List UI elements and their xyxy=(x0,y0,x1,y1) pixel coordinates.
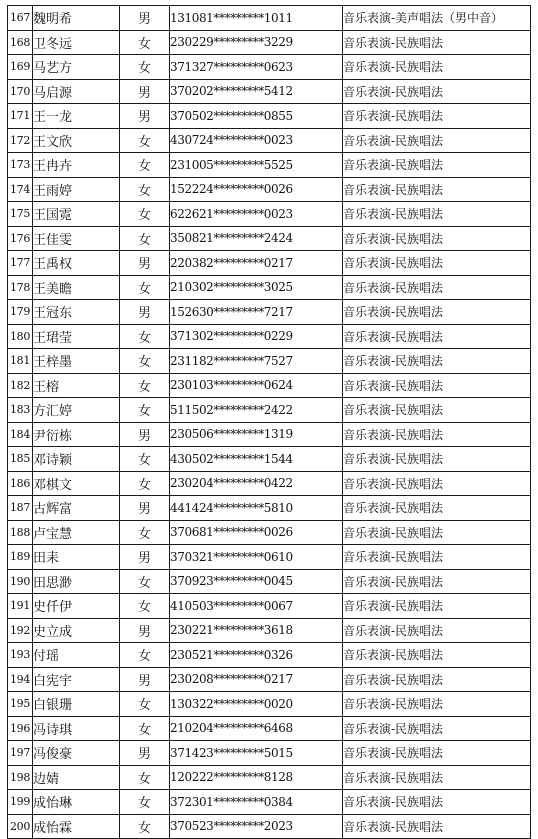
row-number: 197 xyxy=(8,741,33,766)
table-row xyxy=(8,814,531,839)
student-gender: 女 xyxy=(120,349,170,374)
row-number: 196 xyxy=(8,716,33,741)
student-gender: 男 xyxy=(120,6,170,31)
student-gender: 男 xyxy=(120,667,170,692)
masked-id-number: 371423*********5015 xyxy=(170,741,343,766)
student-name: 付瑶 xyxy=(33,643,120,668)
masked-id-number: 230103*********0624 xyxy=(170,373,343,398)
row-number: 181 xyxy=(8,349,33,374)
major-direction: 音乐表演-民族唱法 xyxy=(343,349,531,374)
row-number: 169 xyxy=(8,55,33,80)
student-gender: 女 xyxy=(120,814,170,839)
table-row xyxy=(8,716,531,741)
masked-id-number: 230506*********1319 xyxy=(170,422,343,447)
row-number: 192 xyxy=(8,618,33,643)
table-row xyxy=(8,373,531,398)
masked-id-number: 371327*********0623 xyxy=(170,55,343,80)
table-row xyxy=(8,324,531,349)
student-name: 卢宝慧 xyxy=(33,520,120,545)
masked-id-number: 230221*********3618 xyxy=(170,618,343,643)
student-gender: 女 xyxy=(120,153,170,178)
masked-id-number: 370681*********0026 xyxy=(170,520,343,545)
masked-id-number: 441424*********5810 xyxy=(170,496,343,521)
table-row xyxy=(8,496,531,521)
major-direction: 音乐表演-民族唱法 xyxy=(343,496,531,521)
student-gender: 男 xyxy=(120,741,170,766)
major-direction: 音乐表演-民族唱法 xyxy=(343,471,531,496)
table-row xyxy=(8,226,531,251)
row-number: 171 xyxy=(8,104,33,129)
student-name: 魏明希 xyxy=(33,6,120,31)
masked-id-number: 370321*********0610 xyxy=(170,545,343,570)
masked-id-number: 230229*********3229 xyxy=(170,30,343,55)
student-name: 卫冬远 xyxy=(33,30,120,55)
student-name: 白宪宇 xyxy=(33,667,120,692)
table-row xyxy=(8,545,531,570)
major-direction: 音乐表演-民族唱法 xyxy=(343,153,531,178)
major-direction: 音乐表演-民族唱法 xyxy=(343,545,531,570)
row-number: 200 xyxy=(8,814,33,839)
major-direction: 音乐表演-民族唱法 xyxy=(343,226,531,251)
student-gender: 女 xyxy=(120,692,170,717)
student-gender: 女 xyxy=(120,55,170,80)
student-name: 冯俊豪 xyxy=(33,741,120,766)
major-direction: 音乐表演-民族唱法 xyxy=(343,55,531,80)
student-name: 王珺莹 xyxy=(33,324,120,349)
table-row xyxy=(8,422,531,447)
student-name: 王佳雯 xyxy=(33,226,120,251)
student-name: 王一龙 xyxy=(33,104,120,129)
masked-id-number: 622621*********0023 xyxy=(170,202,343,227)
masked-id-number: 231182*********7527 xyxy=(170,349,343,374)
masked-id-number: 152224*********0026 xyxy=(170,177,343,202)
row-number: 183 xyxy=(8,398,33,423)
major-direction: 音乐表演-民族唱法 xyxy=(343,104,531,129)
student-gender: 女 xyxy=(120,373,170,398)
student-gender: 女 xyxy=(120,128,170,153)
row-number: 182 xyxy=(8,373,33,398)
student-gender: 男 xyxy=(120,545,170,570)
masked-id-number: 511502*********2422 xyxy=(170,398,343,423)
major-direction: 音乐表演-民族唱法 xyxy=(343,202,531,227)
table-row xyxy=(8,275,531,300)
roster-document xyxy=(7,5,530,836)
masked-id-number: 230208*********0217 xyxy=(170,667,343,692)
student-name: 王冉卉 xyxy=(33,153,120,178)
masked-id-number: 152630*********7217 xyxy=(170,300,343,325)
student-gender: 女 xyxy=(120,471,170,496)
masked-id-number: 231005*********5525 xyxy=(170,153,343,178)
major-direction: 音乐表演-民族唱法 xyxy=(343,275,531,300)
masked-id-number: 230521*********0326 xyxy=(170,643,343,668)
row-number: 167 xyxy=(8,6,33,31)
major-direction: 音乐表演-民族唱法 xyxy=(343,569,531,594)
table-row xyxy=(8,618,531,643)
student-name: 史仟伊 xyxy=(33,594,120,619)
major-direction: 音乐表演-美声唱法（男中音） xyxy=(343,6,531,31)
student-name: 田耒 xyxy=(33,545,120,570)
masked-id-number: 370923*********0045 xyxy=(170,569,343,594)
student-gender: 女 xyxy=(120,177,170,202)
table-row xyxy=(8,251,531,276)
roster-body xyxy=(8,6,531,839)
masked-id-number: 220382*********0217 xyxy=(170,251,343,276)
table-row xyxy=(8,104,531,129)
table-row xyxy=(8,79,531,104)
student-gender: 女 xyxy=(120,324,170,349)
admission-roster-table xyxy=(7,5,531,839)
masked-id-number: 372301*********0384 xyxy=(170,790,343,815)
masked-id-number: 430724*********0023 xyxy=(170,128,343,153)
row-number: 193 xyxy=(8,643,33,668)
student-gender: 女 xyxy=(120,30,170,55)
major-direction: 音乐表演-民族唱法 xyxy=(343,667,531,692)
table-row xyxy=(8,569,531,594)
student-gender: 女 xyxy=(120,716,170,741)
row-number: 198 xyxy=(8,765,33,790)
student-name: 王美瞻 xyxy=(33,275,120,300)
student-gender: 女 xyxy=(120,447,170,472)
masked-id-number: 230204*********0422 xyxy=(170,471,343,496)
student-gender: 女 xyxy=(120,643,170,668)
table-row xyxy=(8,471,531,496)
student-gender: 男 xyxy=(120,300,170,325)
table-row xyxy=(8,153,531,178)
row-number: 199 xyxy=(8,790,33,815)
table-row xyxy=(8,202,531,227)
table-row xyxy=(8,667,531,692)
student-gender: 女 xyxy=(120,520,170,545)
major-direction: 音乐表演-民族唱法 xyxy=(343,692,531,717)
masked-id-number: 210204*********6468 xyxy=(170,716,343,741)
major-direction: 音乐表演-民族唱法 xyxy=(343,716,531,741)
table-row xyxy=(8,741,531,766)
masked-id-number: 370202*********5412 xyxy=(170,79,343,104)
major-direction: 音乐表演-民族唱法 xyxy=(343,447,531,472)
major-direction: 音乐表演-民族唱法 xyxy=(343,30,531,55)
row-number: 172 xyxy=(8,128,33,153)
student-name: 田思渺 xyxy=(33,569,120,594)
table-row xyxy=(8,692,531,717)
major-direction: 音乐表演-民族唱法 xyxy=(343,790,531,815)
table-row xyxy=(8,447,531,472)
student-name: 王榕 xyxy=(33,373,120,398)
student-name: 成怡琳 xyxy=(33,790,120,815)
row-number: 188 xyxy=(8,520,33,545)
major-direction: 音乐表演-民族唱法 xyxy=(343,594,531,619)
masked-id-number: 370502*********0855 xyxy=(170,104,343,129)
major-direction: 音乐表演-民族唱法 xyxy=(343,520,531,545)
table-row xyxy=(8,349,531,374)
table-row xyxy=(8,6,531,31)
student-name: 邓棋文 xyxy=(33,471,120,496)
masked-id-number: 131081*********1011 xyxy=(170,6,343,31)
student-gender: 女 xyxy=(120,765,170,790)
student-name: 马艺方 xyxy=(33,55,120,80)
student-name: 边婧 xyxy=(33,765,120,790)
major-direction: 音乐表演-民族唱法 xyxy=(343,300,531,325)
student-name: 史立成 xyxy=(33,618,120,643)
table-row xyxy=(8,55,531,80)
student-name: 邓诗颖 xyxy=(33,447,120,472)
student-gender: 女 xyxy=(120,790,170,815)
major-direction: 音乐表演-民族唱法 xyxy=(343,177,531,202)
student-name: 王文欣 xyxy=(33,128,120,153)
student-gender: 女 xyxy=(120,398,170,423)
masked-id-number: 210302*********3025 xyxy=(170,275,343,300)
student-gender: 男 xyxy=(120,251,170,276)
masked-id-number: 370523*********2023 xyxy=(170,814,343,839)
student-name: 尹衍栋 xyxy=(33,422,120,447)
table-row xyxy=(8,30,531,55)
row-number: 195 xyxy=(8,692,33,717)
student-name: 古辉富 xyxy=(33,496,120,521)
row-number: 168 xyxy=(8,30,33,55)
student-name: 马启源 xyxy=(33,79,120,104)
student-name: 方汇婷 xyxy=(33,398,120,423)
row-number: 180 xyxy=(8,324,33,349)
row-number: 186 xyxy=(8,471,33,496)
student-gender: 女 xyxy=(120,594,170,619)
student-name: 王冠东 xyxy=(33,300,120,325)
table-row xyxy=(8,128,531,153)
table-row xyxy=(8,643,531,668)
table-row xyxy=(8,398,531,423)
row-number: 173 xyxy=(8,153,33,178)
row-number: 174 xyxy=(8,177,33,202)
masked-id-number: 410503*********0067 xyxy=(170,594,343,619)
table-row xyxy=(8,594,531,619)
table-row xyxy=(8,790,531,815)
student-name: 成怡霖 xyxy=(33,814,120,839)
row-number: 170 xyxy=(8,79,33,104)
student-gender: 女 xyxy=(120,275,170,300)
major-direction: 音乐表演-民族唱法 xyxy=(343,79,531,104)
student-gender: 男 xyxy=(120,104,170,129)
masked-id-number: 371302*********0229 xyxy=(170,324,343,349)
major-direction: 音乐表演-民族唱法 xyxy=(343,618,531,643)
major-direction: 音乐表演-民族唱法 xyxy=(343,422,531,447)
table-row xyxy=(8,765,531,790)
row-number: 175 xyxy=(8,202,33,227)
row-number: 177 xyxy=(8,251,33,276)
student-name: 王国霓 xyxy=(33,202,120,227)
major-direction: 音乐表演-民族唱法 xyxy=(343,324,531,349)
row-number: 189 xyxy=(8,545,33,570)
row-number: 179 xyxy=(8,300,33,325)
row-number: 187 xyxy=(8,496,33,521)
row-number: 184 xyxy=(8,422,33,447)
student-name: 王雨婷 xyxy=(33,177,120,202)
masked-id-number: 350821*********2424 xyxy=(170,226,343,251)
row-number: 190 xyxy=(8,569,33,594)
student-name: 白银珊 xyxy=(33,692,120,717)
student-name: 王梓墨 xyxy=(33,349,120,374)
student-gender: 男 xyxy=(120,618,170,643)
student-gender: 女 xyxy=(120,202,170,227)
student-gender: 女 xyxy=(120,226,170,251)
student-gender: 男 xyxy=(120,422,170,447)
student-name: 冯诗琪 xyxy=(33,716,120,741)
table-row xyxy=(8,177,531,202)
student-gender: 男 xyxy=(120,496,170,521)
major-direction: 音乐表演-民族唱法 xyxy=(343,128,531,153)
major-direction: 音乐表演-民族唱法 xyxy=(343,814,531,839)
student-gender: 女 xyxy=(120,569,170,594)
row-number: 185 xyxy=(8,447,33,472)
row-number: 191 xyxy=(8,594,33,619)
row-number: 178 xyxy=(8,275,33,300)
major-direction: 音乐表演-民族唱法 xyxy=(343,251,531,276)
student-gender: 男 xyxy=(120,79,170,104)
masked-id-number: 430502*********1544 xyxy=(170,447,343,472)
table-row xyxy=(8,520,531,545)
masked-id-number: 120222*********8128 xyxy=(170,765,343,790)
major-direction: 音乐表演-民族唱法 xyxy=(343,373,531,398)
table-row xyxy=(8,300,531,325)
major-direction: 音乐表演-民族唱法 xyxy=(343,398,531,423)
student-name: 王禹权 xyxy=(33,251,120,276)
major-direction: 音乐表演-民族唱法 xyxy=(343,741,531,766)
row-number: 194 xyxy=(8,667,33,692)
major-direction: 音乐表演-民族唱法 xyxy=(343,643,531,668)
masked-id-number: 130322*********0020 xyxy=(170,692,343,717)
row-number: 176 xyxy=(8,226,33,251)
major-direction: 音乐表演-民族唱法 xyxy=(343,765,531,790)
